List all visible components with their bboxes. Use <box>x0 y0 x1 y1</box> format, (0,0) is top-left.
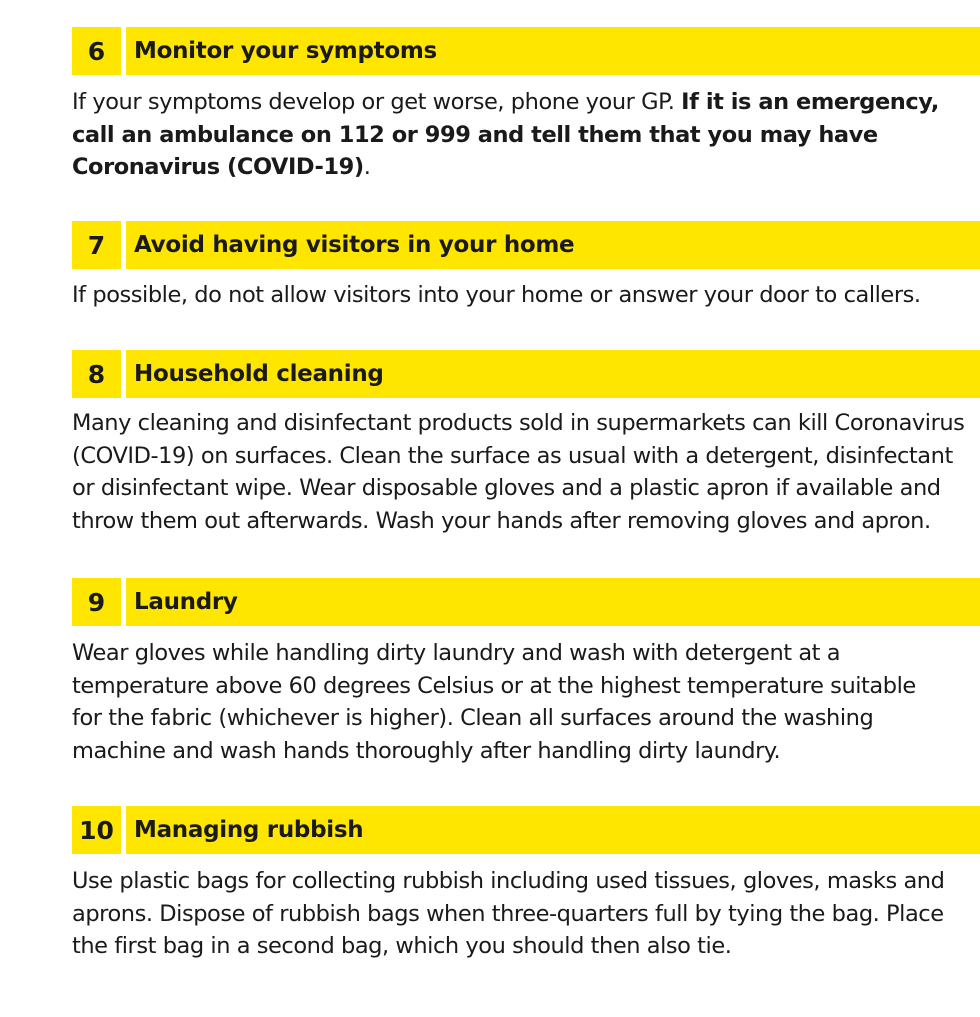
section-header <box>72 350 980 398</box>
body-line: aprons. Dispose of rubbish bags when three-quarters full by tying the bag. Place <box>72 900 944 927</box>
section-title: Laundry <box>126 578 980 626</box>
section-number: 9 <box>72 578 121 626</box>
body-line: (COVID-19) on surfaces. Clean the surface as usual with a detergent, disinfectant <box>72 442 953 469</box>
body-line: Use plastic bags for collecting rubbish including used tissues, gloves, masks and <box>72 868 945 894</box>
section-number: 10 <box>72 806 121 854</box>
body-line: the first bag in a second bag, which you should then also tie. <box>72 933 732 960</box>
section-body <box>72 407 972 537</box>
body-text-end: . <box>363 154 371 181</box>
body-text-bold: If it is an emergency, <box>681 89 939 115</box>
section-body <box>72 279 972 312</box>
section-body <box>72 637 972 767</box>
body-line: machine and wash hands thoroughly after handling dirty laundry. <box>72 737 781 764</box>
body-line: or disinfectant wipe. Wear disposable gloves and a plastic apron if available and <box>72 475 941 502</box>
body-line: for the fabric (whichever is higher). Clean all surfaces around the washing <box>72 705 874 732</box>
body-line: Many cleaning and disinfectant products sold in supermarkets can kill Coronavirus <box>72 410 965 436</box>
body-line: If possible, do not allow visitors into your home or answer your door to callers. <box>72 282 921 308</box>
section-header <box>72 221 980 269</box>
section-body <box>72 865 972 963</box>
section-header <box>72 578 980 626</box>
section-body <box>72 86 972 184</box>
section-title: Avoid having visitors in your home <box>126 221 980 269</box>
section-title: Household cleaning <box>126 350 980 398</box>
body-text-bold: Coronavirus (COVID-19) <box>72 154 364 181</box>
body-line: throw them out afterwards. Wash your hands after removing gloves and apron. <box>72 507 931 534</box>
section-header <box>72 806 980 854</box>
body-line: temperature above 60 degrees Celsius or at the highest temperature suitable <box>72 672 916 699</box>
section-number: 6 <box>72 27 121 75</box>
section-number: 7 <box>72 221 121 269</box>
body-text-plain: If your symptoms develop or get worse, phone your GP. <box>72 89 682 115</box>
body-line: Wear gloves while handling dirty laundry and wash with detergent at a <box>72 640 841 666</box>
section-header <box>72 27 980 75</box>
body-text-bold: call an ambulance on 112 or 999 and tell them that you may have <box>72 121 878 148</box>
section-title: Managing rubbish <box>126 806 980 854</box>
section-title: Monitor your symptoms <box>126 27 980 75</box>
section-number: 8 <box>72 350 121 398</box>
